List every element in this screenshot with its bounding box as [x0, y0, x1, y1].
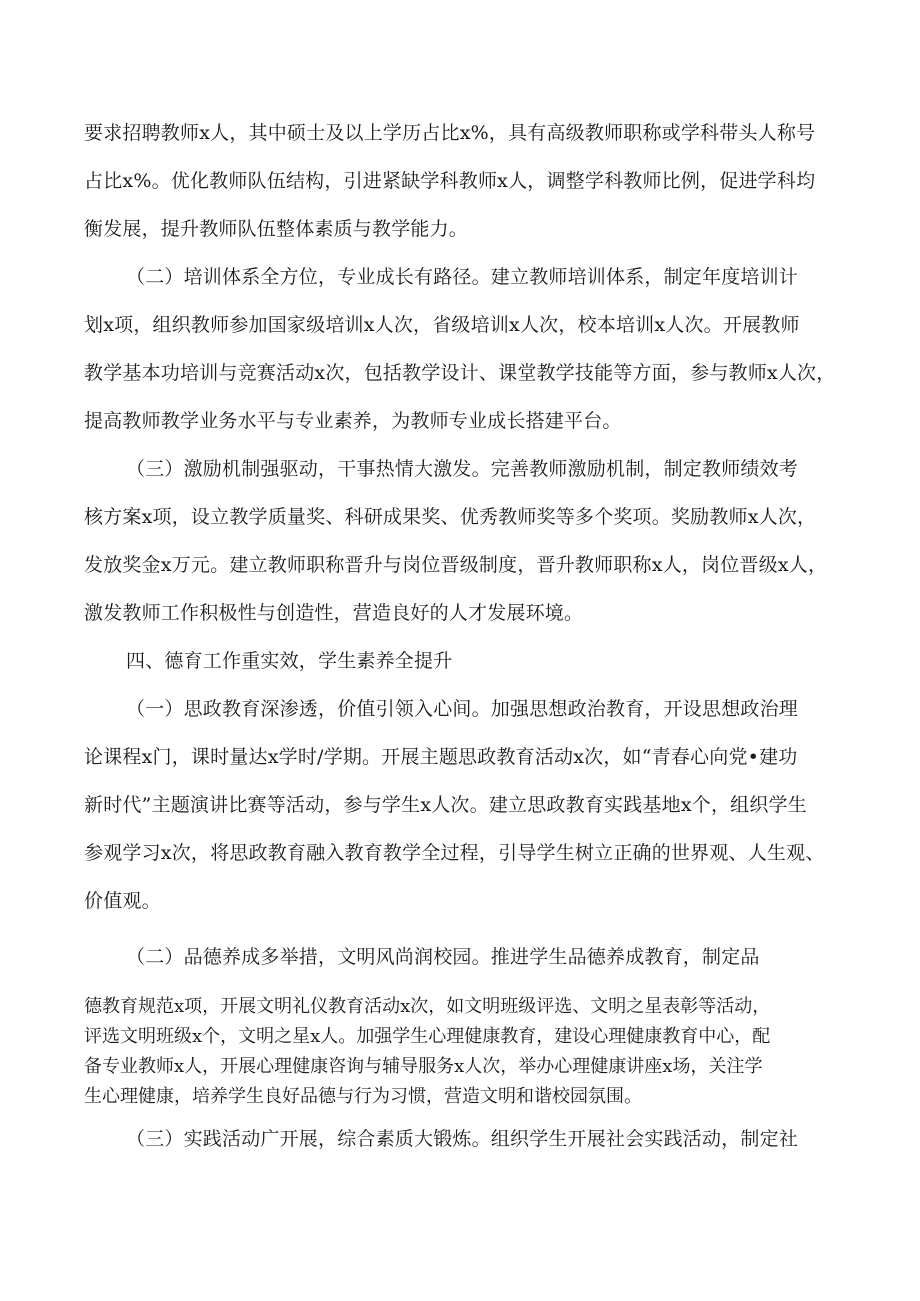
text-line: （三）激励机制强驱动，干事热情大激发。完善教师激励机制，制定教师绩效考: [126, 458, 799, 480]
text-line: （二）品德养成多举措，文明风尚润校园。推进学生品德养成教育，制定品: [126, 946, 760, 968]
text-line: 教学基本功培训与竞赛活动x次，包括教学设计、课堂教学技能等方面，参与教师x人次，: [84, 362, 836, 384]
text-line: 要求招聘教师x人，其中硕士及以上学历占比x%，具有高级教师职称或学科带头人称号: [84, 122, 816, 144]
section-heading: 四、德育工作重实效，学生素养全提升: [126, 650, 453, 672]
text-line: 衡发展，提升教师队伍整体素质与教学能力。: [84, 218, 469, 240]
text-line: 新时代”主题演讲比赛等活动，参与学生x人次。建立思政教育实践基地x个，组织学生: [84, 794, 807, 816]
text-line: 德教育规范x项，开展文明礼仪教育活动x次，如文明班级评选、文明之星表彰等活动，: [84, 996, 771, 1017]
text-line: 占比x%。优化教师队伍结构，引进紧缺学科教师x人，调整学科教师比例，促进学科均: [84, 170, 816, 192]
text-line: 核方案x项，设立教学质量奖、科研成果奖、优秀教师奖等多个奖项。奖励教师x人次，: [84, 506, 817, 528]
text-line: 发放奖金x万元。建立教师职称晋升与岗位晋级制度，晋升教师职称x人，岗位晋级x人，: [84, 554, 828, 576]
text-line: 备专业教师x人，开展心理健康咨询与辅导服务x人次，举办心理健康讲座x场，关注学: [84, 1056, 763, 1077]
text-line: 提高教师教学业务水平与专业素养，为教师专业成长搭建平台。: [84, 410, 622, 432]
text-line: 生心理健康，培养学生良好品德与行为习惯，营造文明和谐校园氛围。: [84, 1086, 642, 1107]
text-line: 论课程x门，课时量达x学时/学期。开展主题思政教育活动x次，如“青春心向党•建功: [84, 746, 798, 768]
text-line: （三）实践活动广开展，综合素质大锻炼。组织学生开展社会实践活动，制定社: [126, 1128, 799, 1150]
text-line: 参观学习x次，将思政教育融入教育教学全过程，引导学生树立正确的世界观、人生观、: [84, 842, 825, 864]
text-line: 评选文明班级x个，文明之星x人。加强学生心理健康教育，建设心理健康教育中心，配: [84, 1026, 771, 1047]
text-line: 激发教师工作积极性与创造性，营造良好的人才发展环境。: [84, 602, 584, 624]
text-line: 价值观。: [84, 890, 161, 912]
text-line: （一）思政教育深渗透，价值引领入心间。加强思想政治教育，开设思想政治理: [126, 698, 799, 720]
text-line: 划x项，组织教师参加国家级培训x人次，省级培训x人次，校本培训x人次。开展教师: [84, 314, 800, 336]
text-line: （二）培训体系全方位，专业成长有路径。建立教师培训体系，制定年度培训计: [126, 266, 799, 288]
